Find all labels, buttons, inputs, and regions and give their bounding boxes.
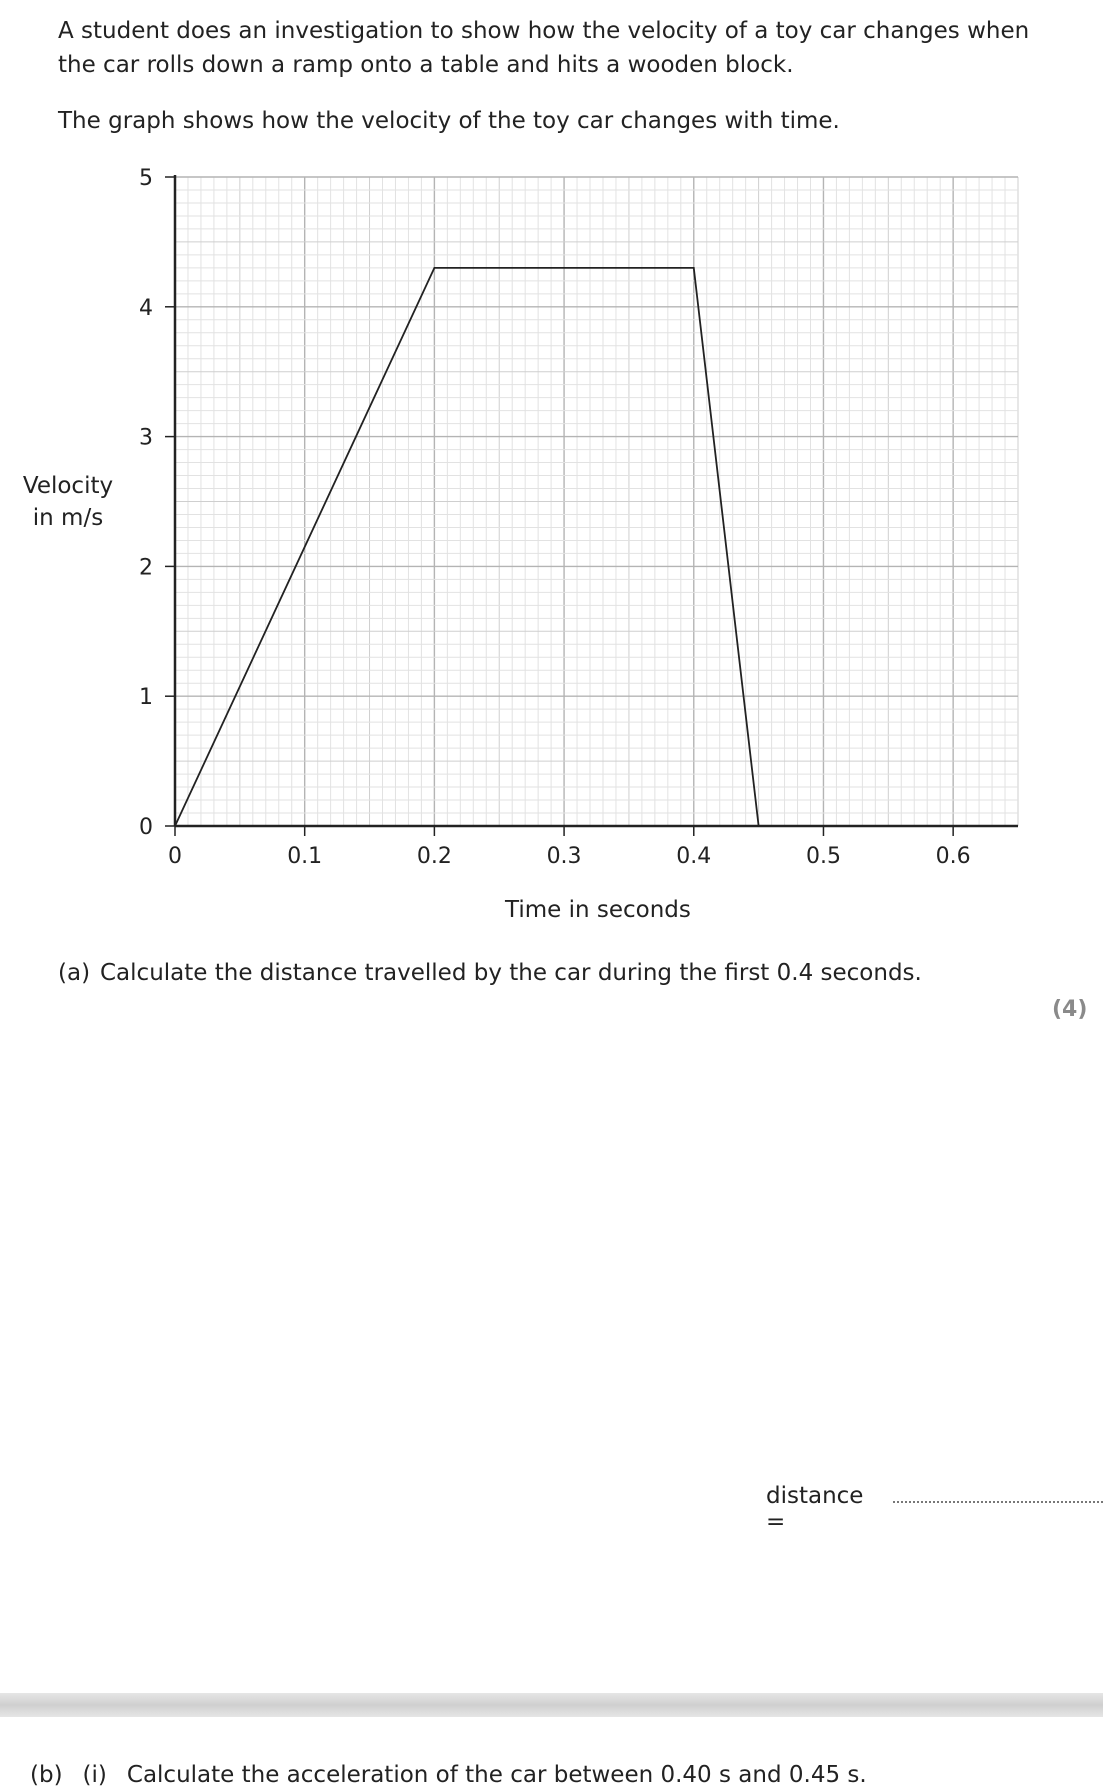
y-tick-label: 3 bbox=[139, 426, 153, 451]
x-tick-label: 0.6 bbox=[936, 844, 971, 869]
y-tick-label: 4 bbox=[139, 296, 153, 321]
y-axis-label bbox=[18, 470, 118, 534]
distance-answer[interactable] bbox=[766, 1483, 1103, 1535]
intro-text bbox=[58, 14, 1038, 82]
x-tick-label: 0.1 bbox=[287, 844, 322, 869]
page-break bbox=[0, 1693, 1103, 1717]
x-tick-label: 0.3 bbox=[547, 844, 582, 869]
distance-answer-label: distance = bbox=[766, 1483, 885, 1535]
graph-grid bbox=[175, 177, 1018, 826]
y-tick-label: 5 bbox=[139, 166, 153, 191]
question-a-text: Calculate the distance travelled by the car during the first 0.4 seconds. bbox=[100, 960, 922, 986]
y-axis-label-line-2: in m/s bbox=[33, 505, 103, 531]
question-a-marks: (4) bbox=[1052, 997, 1087, 1022]
y-tick-label: 1 bbox=[139, 685, 153, 710]
question-b-text: Calculate the acceleration of the car between 0.40 s and 0.45 s. bbox=[127, 1762, 867, 1788]
graph-series bbox=[175, 268, 759, 826]
y-axis-label-line-1: Velocity bbox=[23, 473, 113, 499]
y-tick-label: 2 bbox=[139, 555, 153, 580]
y-tick-label: 0 bbox=[139, 815, 153, 840]
graph-description: The graph shows how the velocity of the toy car changes with time. bbox=[58, 104, 1038, 138]
velocity-time-graph bbox=[0, 160, 1103, 940]
x-tick-label: 0.2 bbox=[417, 844, 452, 869]
x-axis-label: Time in seconds bbox=[505, 897, 691, 923]
x-tick-label: 0.4 bbox=[676, 844, 711, 869]
graph-ticks bbox=[139, 166, 971, 869]
distance-answer-line[interactable] bbox=[893, 1483, 1103, 1503]
intro-line-2: the car rolls down a ramp onto a table and hits a wooden block. bbox=[58, 52, 794, 78]
question-a-number: (a) bbox=[58, 960, 100, 986]
question-b-sub: (i) bbox=[83, 1762, 107, 1788]
velocity-line bbox=[175, 268, 759, 826]
question-b-number: (b) bbox=[30, 1762, 63, 1788]
intro-line-1: A student does an investigation to show how the velocity of a toy car changes when bbox=[58, 18, 1029, 44]
x-tick-label: 0 bbox=[168, 844, 182, 869]
question-b bbox=[30, 1762, 867, 1788]
x-tick-label: 0.5 bbox=[806, 844, 841, 869]
question-a bbox=[58, 960, 922, 986]
graph-axes bbox=[175, 175, 1018, 826]
